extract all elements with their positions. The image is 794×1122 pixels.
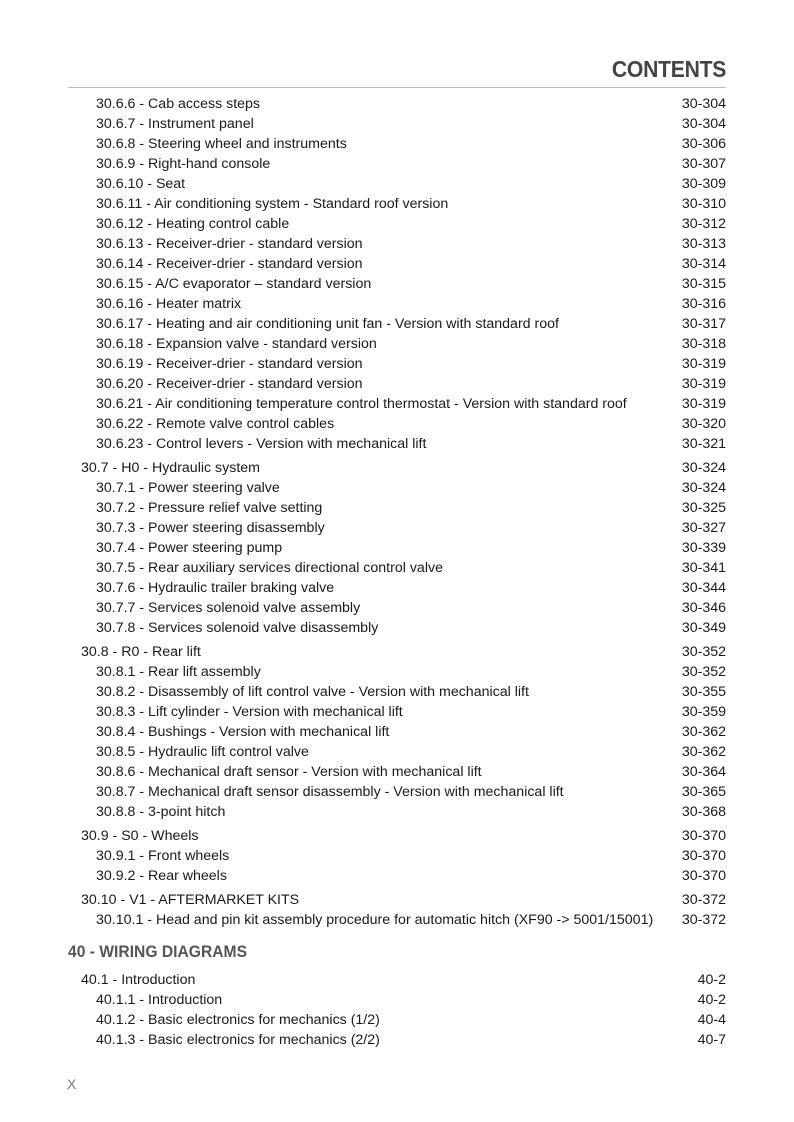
toc-entry-title: 30.8.3 - Lift cylinder - Version with mechanical lift [96,704,403,720]
toc-entry-title: 30.8 - R0 - Rear lift [81,644,201,660]
toc-page-ref: 30-312 [681,216,726,232]
toc-page-ref: 30-319 [681,376,726,392]
toc-entry-title: 30.8.1 - Rear lift assembly [96,664,261,680]
toc-page-ref: 30-346 [681,600,726,616]
toc-entry-row [0,478,794,498]
toc-entry-row [0,990,794,1010]
toc-entry-title: 30.6.7 - Instrument panel [96,116,254,132]
toc-entry-title: 30.6.20 - Receiver-drier - standard version [96,376,363,392]
toc-page-ref: 40-2 [697,972,726,988]
toc-entry-row [0,314,794,334]
toc-entry-row [0,294,794,314]
toc-entry-title: 30.7.4 - Power steering pump [96,540,283,556]
toc-entry-title: 30.7.6 - Hydraulic trailer braking valve [96,580,335,596]
toc-entry-title: 30.8.6 - Mechanical draft sensor - Version with mechanical lift [96,764,482,780]
toc-page-ref: 30-307 [681,156,726,172]
header-rule [68,87,726,88]
toc-chapter-row [0,890,794,910]
toc-entry-row [0,234,794,254]
toc-entry-title: 30.6.8 - Steering wheel and instruments [96,136,347,152]
toc-page-ref: 30-359 [681,704,726,720]
toc-entry-row [0,254,794,274]
toc-entry-title: 40.1.3 - Basic electronics for mechanics (2/2) [96,1032,380,1048]
toc-entry-row [0,782,794,802]
toc-entry-row [0,1010,794,1030]
toc-entry-title: 30.8.8 - 3-point hitch [96,804,226,820]
section-title: 40 - WIRING DIAGRAMS [68,942,247,961]
toc-entry-row [0,518,794,538]
toc-page-ref: 30-365 [681,784,726,800]
toc-entry-title: 30.8.4 - Bushings - Version with mechanical lift [96,724,390,740]
toc-page-ref: 30-319 [681,356,726,372]
toc-page-ref: 30-306 [681,136,726,152]
toc-entry-row [0,174,794,194]
toc-page-ref: 40-4 [697,1012,726,1028]
toc-entry-row [0,194,794,214]
toc-page-ref: 30-315 [681,276,726,292]
toc-entry-row [0,742,794,762]
toc-entry-row [0,354,794,374]
toc-page-ref: 30-319 [681,396,726,412]
toc-page-ref: 30-324 [681,480,726,496]
toc-page-ref: 30-352 [681,664,726,680]
toc-entry-row [0,434,794,454]
toc-entry-title: 30.6.13 - Receiver-drier - standard version [96,236,363,252]
toc-entry-title: 30.6.6 - Cab access steps [96,96,261,112]
toc-page-ref: 30-321 [681,436,726,452]
page-title: CONTENTS [611,56,726,82]
toc-page-ref: 30-368 [681,804,726,820]
toc-entry-title: 30.6.9 - Right-hand console [96,156,271,172]
toc-entry-row [0,414,794,434]
toc-entry-row [0,538,794,558]
toc-page-ref: 30-314 [681,256,726,272]
toc-entry-row [0,662,794,682]
toc-entry-row [0,682,794,702]
toc-page-ref: 30-370 [681,868,726,884]
toc-entry-title: 30.6.16 - Heater matrix [96,296,242,312]
toc-entry-title: 30.6.21 - Air conditioning temperature control thermostat - Version with standard roof [96,396,627,412]
toc-page-ref: 30-372 [681,892,726,908]
toc-entry-row [0,274,794,294]
toc-entry-row [0,722,794,742]
toc-page-ref: 30-324 [681,460,726,476]
toc-entry-title: 30.6.10 - Seat [96,176,186,192]
table-of-contents [0,94,794,1050]
toc-entry-title: 30.7.1 - Power steering valve [96,480,280,496]
toc-entry-row [0,910,794,930]
toc-entry-title: 30.7.5 - Rear auxiliary services directional control valve [96,560,443,576]
toc-entry-row [0,578,794,598]
toc-entry-title: 30.8.2 - Disassembly of lift control valve - Version with mechanical lift [96,684,529,700]
toc-page-ref: 30-344 [681,580,726,596]
toc-entry-title: 30.7 - H0 - Hydraulic system [81,460,260,476]
toc-page-ref: 30-318 [681,336,726,352]
toc-entry-row [0,762,794,782]
toc-page-ref: 30-372 [681,912,726,928]
toc-entry-row [0,154,794,174]
toc-chapter-row [0,458,794,478]
toc-entry-row [0,334,794,354]
toc-chapter-row [0,642,794,662]
toc-entry-row [0,114,794,134]
toc-page-ref: 30-313 [681,236,726,252]
toc-page-ref: 30-309 [681,176,726,192]
toc-entry-row [0,498,794,518]
toc-group-30 [0,94,794,930]
toc-page-ref: 30-317 [681,316,726,332]
toc-page-ref: 30-341 [681,560,726,576]
toc-entry-row [0,598,794,618]
toc-entry-title: 30.6.18 - Expansion valve - standard version [96,336,377,352]
toc-entry-title: 40.1 - Introduction [81,972,196,988]
toc-chapter-row [0,970,794,990]
toc-chapter-row [0,826,794,846]
toc-entry-row [0,618,794,638]
section-heading [0,938,794,966]
toc-entry-row [0,846,794,866]
toc-entry-title: 30.9.1 - Front wheels [96,848,230,864]
toc-page-ref: 40-2 [697,992,726,1008]
toc-page-ref: 30-352 [681,644,726,660]
toc-page-ref: 30-355 [681,684,726,700]
toc-entry-title: 30.7.2 - Pressure relief valve setting [96,500,323,516]
toc-page-ref: 40-7 [697,1032,726,1048]
toc-entry-title: 30.7.3 - Power steering disassembly [96,520,325,536]
toc-entry-title: 30.8.7 - Mechanical draft sensor disassembly - Version with mechanical lift [96,784,564,800]
toc-group-40 [0,970,794,1050]
toc-entry-title: 30.10 - V1 - AFTERMARKET KITS [81,892,300,908]
toc-entry-row [0,94,794,114]
toc-entry-title: 30.6.22 - Remote valve control cables [96,416,335,432]
page-number: X [67,1076,77,1092]
toc-entry-title: 30.9 - S0 - Wheels [81,828,199,844]
toc-entry-title: 30.6.15 - A/C evaporator – standard version [96,276,372,292]
toc-entry-row [0,214,794,234]
toc-page-ref: 30-370 [681,848,726,864]
toc-entry-title: 30.6.17 - Heating and air conditioning unit fan - Version with standard roof [96,316,559,332]
toc-page-ref: 30-327 [681,520,726,536]
toc-entry-title: 30.6.12 - Heating control cable [96,216,290,232]
toc-page-ref: 30-310 [681,196,726,212]
toc-entry-title: 40.1.1 - Introduction [96,992,223,1008]
toc-entry-title: 30.9.2 - Rear wheels [96,868,227,884]
toc-entry-title: 30.6.23 - Control levers - Version with mechanical lift [96,436,427,452]
toc-page-ref: 30-362 [681,724,726,740]
toc-entry-title: 30.10.1 - Head and pin kit assembly procedure for automatic hitch (XF90 -> 5001/15001) [96,912,654,928]
toc-entry-row [0,1030,794,1050]
toc-page-ref: 30-316 [681,296,726,312]
toc-page-ref: 30-362 [681,744,726,760]
toc-entry-title: 30.8.5 - Hydraulic lift control valve [96,744,309,760]
toc-entry-row [0,394,794,414]
toc-entry-row [0,702,794,722]
toc-page-ref: 30-320 [681,416,726,432]
toc-entry-title: 30.6.14 - Receiver-drier - standard version [96,256,363,272]
toc-entry-title: 30.7.8 - Services solenoid valve disassembly [96,620,379,636]
toc-page-ref: 30-370 [681,828,726,844]
toc-page-ref: 30-304 [681,116,726,132]
toc-page-ref: 30-339 [681,540,726,556]
toc-entry-title: 30.6.19 - Receiver-drier - standard version [96,356,363,372]
toc-page-ref: 30-325 [681,500,726,516]
toc-page-ref: 30-349 [681,620,726,636]
toc-entry-title: 40.1.2 - Basic electronics for mechanics (1/2) [96,1012,380,1028]
toc-page-ref: 30-364 [681,764,726,780]
toc-entry-row [0,558,794,578]
toc-entry-row [0,134,794,154]
toc-entry-row [0,866,794,886]
toc-entry-title: 30.6.11 - Air conditioning system - Standard roof version [96,196,449,212]
toc-entry-row [0,374,794,394]
toc-page-ref: 30-304 [681,96,726,112]
toc-entry-title: 30.7.7 - Services solenoid valve assembly [96,600,361,616]
toc-entry-row [0,802,794,822]
